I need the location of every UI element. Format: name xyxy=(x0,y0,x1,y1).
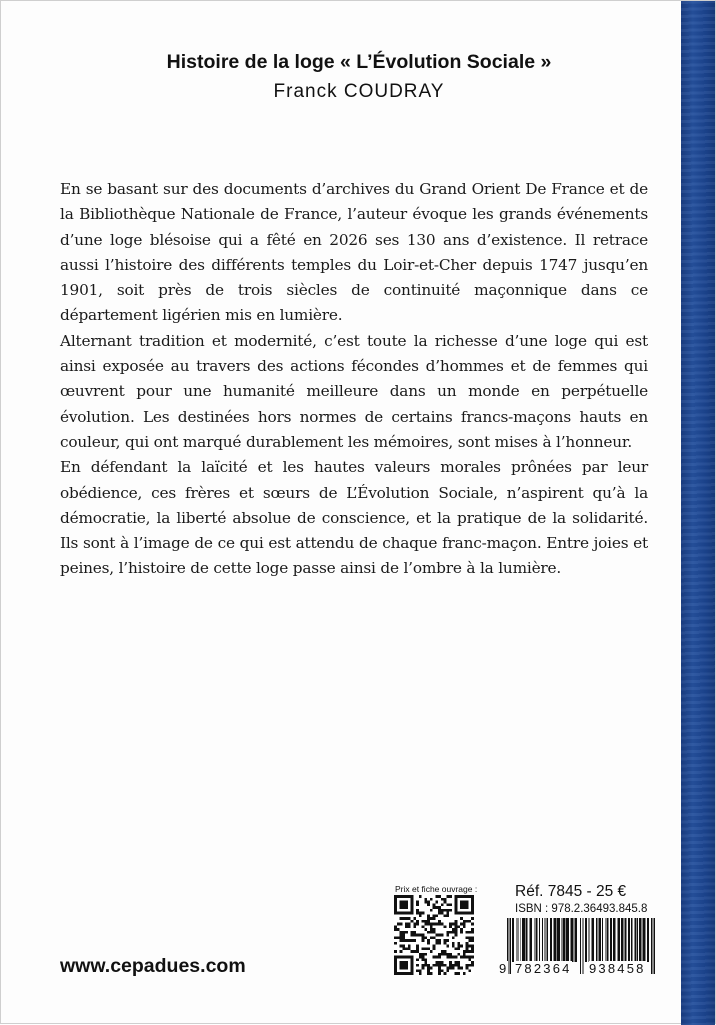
summary-paragraph-1: En se basant sur des documents d’archives du Grand Orient De France et de la Bibliothèque Nationale de France, l’auteur évoque les grands événements d’une loge blésoise qui a fêté en 2026 ses 130 ans d’existence. Il retrace aussi l’histoire des différents temples du Loir-et-Cher depuis 1747 jusqu’en 1901, soit près de trois siècles de continuité maçonnique dans ce département ligérien mis en lumière. xyxy=(60,180,648,325)
barcode-digits xyxy=(499,961,663,979)
spine-edge xyxy=(681,1,715,1025)
qr-code[interactable] xyxy=(394,895,474,975)
book-title: Histoire de la loge « L’Évolution Sociale » xyxy=(166,51,552,73)
summary-paragraph-2: Alternant tradition et modernité, c’est toute la richesse d’une loge qui est ainsi exposée au travers des actions fécondes d’hommes et de femmes qui œuvrent pour une humanité meilleure dans un monde en perpétuelle évolution. Les destinées hors normes de certains francs-maçons hauts en couleur, qui ont marqué durablement les mémoires, sont mises à l’honneur. xyxy=(60,331,648,451)
barcode-first-digit: 9 xyxy=(499,961,509,976)
summary-paragraph-3: En défendant la laïcité et les hautes valeurs morales prônées par leur obédience, ces frères et sœurs de L’Évolution Sociale, n’aspirent qu’à la démocratie, la liberté absolue de conscience, et la pratique de la solidarité. Ils sont à l’image de ce qui est attendu de chaque franc-maçon. Entre joies et peines, l’histoire de cette loge passe ainsi de l’ombre à la lumière. xyxy=(60,458,648,578)
summary-text xyxy=(60,177,648,582)
reference-price: Réf. 7845 - 25 € xyxy=(515,883,627,900)
isbn-number: ISBN : 978.2.36493.845.8 xyxy=(515,903,648,915)
barcode-left-digits: 782364 xyxy=(515,961,572,976)
qr-label: Prix et fiche ouvrage : xyxy=(395,884,478,894)
barcode-right-digits: 938458 xyxy=(589,961,646,976)
book-author: Franck COUDRAY xyxy=(273,81,445,102)
publisher-website[interactable]: www.cepadues.com xyxy=(60,955,246,977)
